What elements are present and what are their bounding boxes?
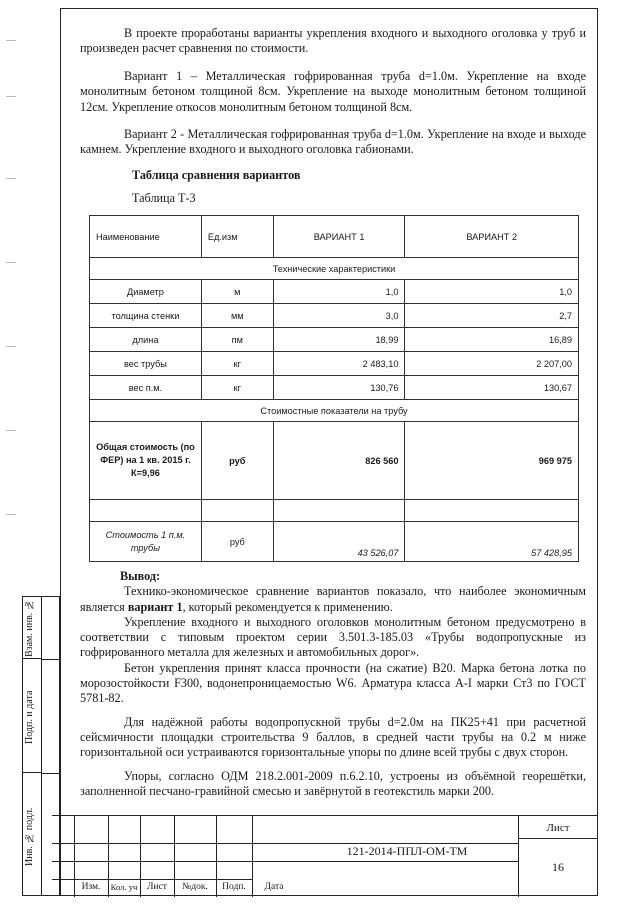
row-value-v2: 2 207,00 bbox=[405, 352, 579, 376]
total-unit: руб bbox=[201, 422, 273, 500]
paragraph-intro: В проекте проработаны варианты укрепления входного и выходного оголовка у труб и произведен расчет сравнения по стоимости. bbox=[80, 26, 586, 56]
title-block bbox=[52, 815, 598, 897]
per-meter-unit: руб bbox=[201, 522, 273, 562]
row-name: Диаметр bbox=[90, 280, 202, 304]
comparison-table bbox=[89, 215, 579, 562]
stamp-col-signature: Подп. bbox=[222, 882, 246, 892]
paragraph-conclusion bbox=[80, 584, 586, 615]
row-unit: кг bbox=[201, 376, 273, 400]
side-label-replacement: Взам. инв. № bbox=[24, 599, 35, 657]
row-value-v2: 130,67 bbox=[405, 376, 579, 400]
sheet-label: Лист bbox=[546, 822, 570, 834]
paragraph-concrete: Бетон укрепления принят класса прочности (на сжатие) В20. Марка бетона лотка по морозостойкости F300, водонепроницаемостью W6. Арматура класса А-I марки Ст3 по ГОСТ 5781-82. bbox=[80, 660, 586, 706]
paragraph-inlet-outlet: Укрепление входного и выходного оголовков монолитным бетоном предусмотрено в соответствии с типовым проектом серии 3.501.3-185.03 «Трубы водопропускные из гофрированного металла для железных и автомобильных дорог». bbox=[80, 614, 586, 660]
conclusion-recommended-variant: вариант 1 bbox=[127, 599, 183, 614]
row-value-v1: 3,0 bbox=[273, 304, 405, 328]
row-unit: кг bbox=[201, 352, 273, 376]
row-value-v1: 18,99 bbox=[273, 328, 405, 352]
document-code: 121-2014-ППЛ-ОМ-ТМ bbox=[346, 844, 468, 858]
paragraph-stops: Упоры, согласно ОДМ 218.2.001-2009 п.6.2.10, устроены из объёмной георешётки, заполненной песчано-гравийной смесью и завёрнутой в геотекстиль марки 200. bbox=[80, 768, 586, 798]
paragraph-seismic: Для надёжной работы водопропускной трубы d=2.0м на ПК25+41 при расчетной сейсмичности площадки строительства 9 баллов, в средней части трубы на 0.2 м ниже горизонтальной оси устраиваются горизонтальные упоры по длине всей трубы с двух сторон. bbox=[80, 714, 586, 760]
section-technical: Технические характеристики bbox=[90, 258, 579, 280]
row-name: вес трубы bbox=[90, 352, 202, 376]
header-variant-2: ВАРИАНТ 2 bbox=[405, 216, 579, 258]
per-meter-value-v2: 57 428,95 bbox=[405, 522, 579, 562]
total-value-v2: 969 975 bbox=[405, 422, 579, 500]
table-row bbox=[90, 328, 579, 352]
total-value-v1: 826 560 bbox=[273, 422, 405, 500]
table-row-total bbox=[90, 422, 579, 500]
row-name: длина bbox=[90, 328, 202, 352]
row-value-v1: 2 483,10 bbox=[273, 352, 405, 376]
stamp-col-date: Дата bbox=[264, 882, 284, 892]
row-name: вес п.м. bbox=[90, 376, 202, 400]
row-value-v1: 130,76 bbox=[273, 376, 405, 400]
stamp-col-count: Кол. уч bbox=[110, 882, 138, 892]
stamp-col-doc: №док. bbox=[182, 882, 208, 892]
row-value-v1: 1,0 bbox=[273, 280, 405, 304]
document-body-bottom bbox=[80, 569, 586, 799]
table-row bbox=[90, 304, 579, 328]
per-meter-value-v1: 43 526,07 bbox=[273, 522, 405, 562]
header-variant-1: ВАРИАНТ 1 bbox=[273, 216, 405, 258]
table-row-empty bbox=[90, 500, 579, 522]
row-unit: пм bbox=[201, 328, 273, 352]
table-row bbox=[90, 376, 579, 400]
side-label-signature-date: Подп. и дата bbox=[24, 690, 35, 744]
stamp-col-change: Изм. bbox=[81, 882, 101, 892]
row-name: толщина стенки bbox=[90, 304, 202, 328]
conclusion-text-after: , который рекомендуется к применению. bbox=[182, 599, 393, 614]
table-row bbox=[90, 352, 579, 376]
table-title: Таблица сравнения вариантов bbox=[132, 167, 301, 182]
row-value-v2: 1,0 bbox=[405, 280, 579, 304]
paragraph-variant-2: Вариант 2 - Металлическая гофрированная труба d=1.0м. Укрепление на входе и выходе камнем. Укрепление входного и выходного оголовка габионами. bbox=[80, 127, 586, 157]
stamp-col-sheet: Лист bbox=[147, 882, 167, 892]
header-unit: Ед.изм bbox=[201, 216, 273, 258]
table-label: Таблица Т-3 bbox=[132, 191, 196, 206]
total-name: Общая стоимость (по ФЕР) на 1 кв. 2015 г. К=9,96 bbox=[90, 422, 202, 500]
table-row-per-meter bbox=[90, 522, 579, 562]
side-label-inventory: Инв. № подл. bbox=[24, 807, 35, 867]
row-value-v2: 2,7 bbox=[405, 304, 579, 328]
row-value-v2: 16,89 bbox=[405, 328, 579, 352]
table-header-row bbox=[90, 216, 579, 258]
conclusion-heading: Вывод: bbox=[120, 569, 161, 583]
header-name: Наименование bbox=[90, 216, 202, 258]
table-row bbox=[90, 280, 579, 304]
row-unit: м bbox=[201, 280, 273, 304]
per-meter-name: Стоимость 1 п.м. трубы bbox=[90, 522, 202, 562]
conclusion-text-before: Технико-экономическое сравнение вариантов показало, что наиболее экономичным является bbox=[80, 584, 586, 614]
document-body-top bbox=[80, 26, 586, 215]
section-cost: Стоимостные показатели на трубу bbox=[90, 400, 579, 422]
row-unit: мм bbox=[201, 304, 273, 328]
sheet-number: 16 bbox=[552, 860, 564, 874]
paragraph-variant-1: Вариант 1 – Металлическая гофрированная труба d=1.0м. Укрепление на входе монолитным бетоном толщиной 8см. Укрепление на выходе монолитным бетоном толщиной 12см. Укрепление откосов монолитным бетоном толщиной 8см. bbox=[80, 68, 586, 114]
